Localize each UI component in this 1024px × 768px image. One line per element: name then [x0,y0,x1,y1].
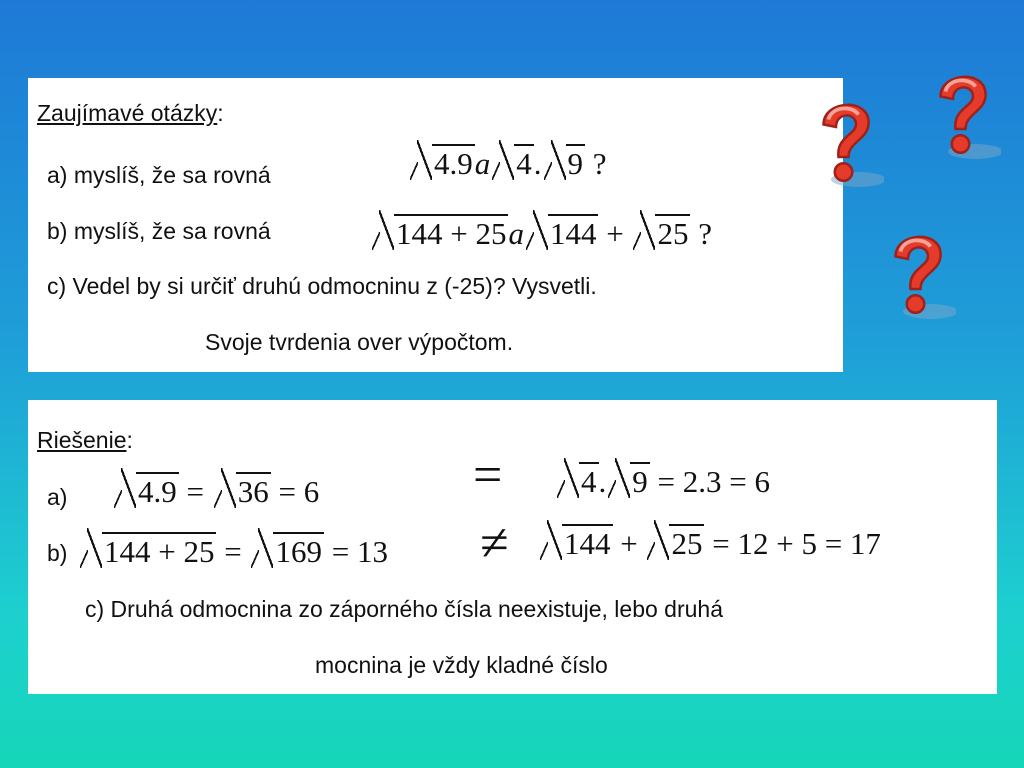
radicand: 25 [657,216,689,251]
question-mark-icon [880,224,956,324]
sqrt-sign [524,214,599,249]
radicand: 9 [567,146,583,181]
math-result: = 12 + 5 = 17 [712,526,881,561]
radicand: 9 [632,464,648,499]
question-c-text: c) Vedel by si určiť druhú odmocninu z (-25)? Vysvetli. [47,273,597,299]
sqrt-sign [490,144,534,179]
sqrt-sign [645,524,704,559]
sqrt-sign [249,532,324,567]
math-dot: . [533,146,542,181]
question-a-math [408,144,607,179]
radicand: 144 [549,216,597,251]
solution-a-math2 [555,462,770,497]
math-question: ? [698,216,712,251]
solution-a-math [112,472,319,507]
sqrt-sign [408,144,475,179]
sqrt-sign [606,462,650,497]
math-plus: + [606,216,624,251]
equal-sign: = [473,447,503,504]
sqrt-sign [370,214,508,249]
solution-heading [37,427,133,454]
sqrt-sign [555,462,599,497]
math-question: ? [592,146,607,181]
question-heading-colon: : [217,100,224,126]
solution-a-label: a) [47,484,68,510]
question-b-text: b) myslíš, že sa rovná [47,218,271,244]
radicand: 36 [237,474,269,509]
solution-heading-colon: : [126,427,133,453]
question-a-text: a) myslíš, že sa rovná [47,162,271,188]
sqrt-sign [112,472,179,507]
solution-b-math [78,532,388,567]
math-equals: = [186,474,204,509]
solution-b-math2 [538,524,881,559]
radicand: 144 [564,526,611,561]
sqrt-sign [542,144,586,179]
radicand: 4.9 [138,474,177,509]
question-mark-icon [925,64,1001,164]
radicand: 4 [516,146,532,181]
math-equals: = [278,474,296,509]
solution-c-text2: mocnina je vždy kladné číslo [315,652,608,678]
question-c-text2: Svoje tvrdenia over výpočtom. [205,329,514,355]
sqrt-sign [631,214,690,249]
question-mark-icon [808,92,884,192]
math-var-a: a [508,216,524,251]
radicand: 4 [581,464,597,499]
sqrt-sign [538,524,613,559]
radicand: 4.9 [434,146,473,181]
radicand: 144 + 25 [396,216,507,251]
not-equal-sign: ≠ [480,515,509,572]
math-equals: = [224,534,242,569]
math-value: 6 [303,474,320,509]
solution-heading-text: Riešenie [37,427,127,453]
sqrt-sign [78,532,216,567]
solution-b-label: b) [47,540,68,566]
radicand: 169 [275,534,322,569]
math-result: = 13 [331,534,388,569]
solution-c-text: c) Druhá odmocnina zo záporného čísla neexistuje, lebo druhá [85,596,723,622]
sqrt-sign [212,472,271,507]
radicand: 25 [671,526,703,561]
question-heading [37,100,224,127]
math-result: = 2.3 = 6 [657,464,770,499]
math-plus: + [620,526,638,561]
math-dot: . [598,464,607,499]
solution-panel [28,400,997,694]
question-b-math [370,214,712,249]
question-panel [28,78,843,372]
math-var-a: a [474,146,491,181]
question-heading-text: Zaujímavé otázky [37,100,218,126]
radicand: 144 + 25 [104,534,215,569]
